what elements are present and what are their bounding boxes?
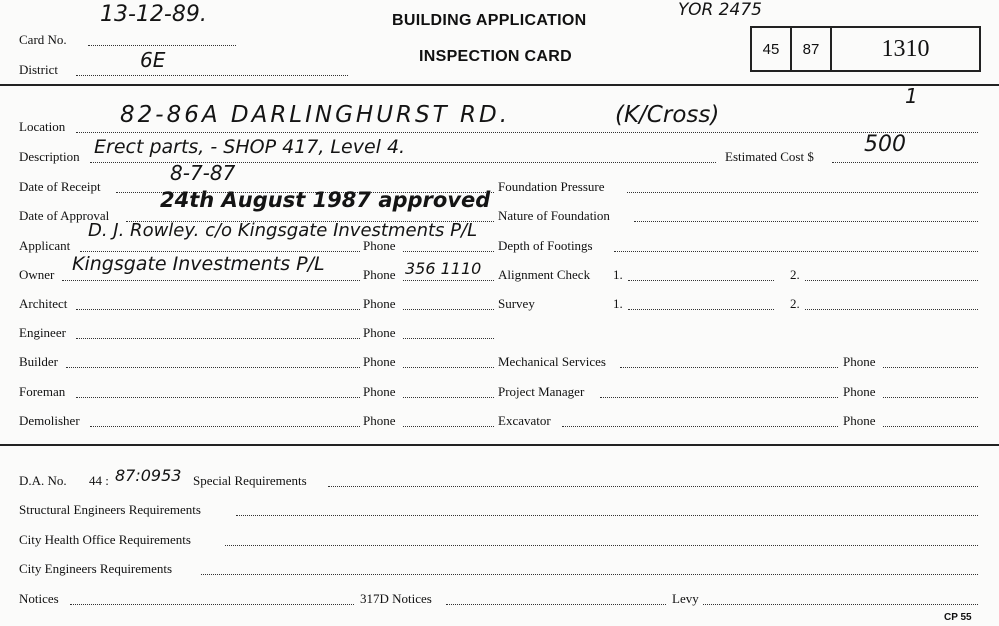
header-divider xyxy=(0,84,999,86)
estimated-cost-line xyxy=(832,162,978,163)
alignment-check-1: 1. xyxy=(613,267,623,282)
applicant-phone-label: Phone xyxy=(363,238,396,253)
special-requirements-line xyxy=(328,486,978,487)
owner-phone-value: 356 1110 xyxy=(405,259,482,278)
estimated-cost-label: Estimated Cost $ xyxy=(725,149,814,164)
notices-line xyxy=(70,604,354,605)
notices-label: Notices xyxy=(19,591,59,606)
description-value: Erect parts, - SHOP 417, Level 4. xyxy=(94,136,406,158)
da-no-prefix: 44 : xyxy=(89,473,109,488)
top-right-note: YOR 2475 xyxy=(678,0,762,20)
alignment-check-label: Alignment Check xyxy=(498,267,591,282)
margin-mark: 1 xyxy=(905,84,918,108)
levy-line xyxy=(703,604,978,605)
project-manager-phone-line xyxy=(883,397,978,398)
builder-line xyxy=(66,367,360,368)
mechanical-services-phone-label: Phone xyxy=(843,354,876,369)
mechanical-services-phone-line xyxy=(883,367,978,368)
notices-317d-label: 317D Notices xyxy=(360,591,432,606)
demolisher-phone-label: Phone xyxy=(363,413,396,428)
excavator-phone-line xyxy=(883,426,978,427)
card-no-label: Card No. xyxy=(19,32,67,47)
form-code: CP 55 xyxy=(944,612,972,623)
foundation-pressure-line xyxy=(627,192,978,193)
owner-phone-line xyxy=(403,280,494,281)
architect-line xyxy=(76,309,360,310)
district-label: District xyxy=(19,62,58,77)
foreman-line xyxy=(76,397,360,398)
project-manager-line xyxy=(600,397,838,398)
foreman-phone-label: Phone xyxy=(363,384,396,399)
health-requirements-line xyxy=(225,545,978,546)
demolisher-line xyxy=(90,426,360,427)
date-of-receipt-label: Date of Receipt xyxy=(19,179,101,194)
requirements-divider xyxy=(0,444,999,446)
architect-label: Architect xyxy=(19,296,68,311)
survey-1-line xyxy=(628,309,774,310)
location-value: 82-86A DARLINGHURST RD. xyxy=(120,102,511,128)
excavator-phone-label: Phone xyxy=(843,413,876,428)
demolisher-label: Demolisher xyxy=(19,413,80,428)
form-title-line1: BUILDING APPLICATION xyxy=(392,12,587,29)
builder-label: Builder xyxy=(19,354,58,369)
engineer-phone-line xyxy=(403,338,494,339)
owner-phone-label: Phone xyxy=(363,267,396,282)
form-title-line2: INSPECTION CARD xyxy=(419,48,572,65)
da-no-label: D.A. No. xyxy=(19,473,67,488)
engineer-phone-label: Phone xyxy=(363,325,396,340)
location-extra: (K/Cross) xyxy=(615,102,720,128)
mechanical-services-line xyxy=(620,367,838,368)
card-number-box xyxy=(750,26,981,72)
box-cell-2: 87 xyxy=(792,28,832,70)
description-label: Description xyxy=(19,149,80,164)
excavator-line xyxy=(562,426,838,427)
builder-phone-label: Phone xyxy=(363,354,396,369)
estimated-cost-value: 500 xyxy=(864,132,906,157)
applicant-line xyxy=(80,251,360,252)
location-line xyxy=(76,132,978,133)
foreman-phone-line xyxy=(403,397,494,398)
project-manager-phone-label: Phone xyxy=(843,384,876,399)
applicant-value: D. J. Rowley. c/o Kingsgate Investments P/L xyxy=(88,220,478,241)
structural-requirements-label: Structural Engineers Requirements xyxy=(19,502,201,517)
depth-of-footings-line xyxy=(614,251,978,252)
project-manager-label: Project Manager xyxy=(498,384,585,399)
builder-phone-line xyxy=(403,367,494,368)
card-number-handwritten: 13-12-89. xyxy=(100,2,207,27)
alignment-check-1-line xyxy=(628,280,774,281)
survey-1: 1. xyxy=(613,296,623,311)
levy-label: Levy xyxy=(672,591,699,606)
survey-2: 2. xyxy=(790,296,800,311)
city-engineers-label: City Engineers Requirements xyxy=(19,561,173,576)
foreman-label: Foreman xyxy=(19,384,66,399)
health-requirements-label: City Health Office Requirements xyxy=(19,532,191,547)
demolisher-phone-line xyxy=(403,426,494,427)
box-cell-1: 45 xyxy=(752,28,792,70)
nature-of-foundation-label: Nature of Foundation xyxy=(498,208,610,223)
card-no-line xyxy=(88,45,236,46)
survey-2-line xyxy=(805,309,978,310)
nature-of-foundation-line xyxy=(634,221,978,222)
engineer-line xyxy=(76,338,360,339)
date-of-approval-label: Date of Approval xyxy=(19,208,110,223)
excavator-label: Excavator xyxy=(498,413,551,428)
owner-line xyxy=(62,280,360,281)
district-value: 6E xyxy=(140,48,166,72)
engineer-label: Engineer xyxy=(19,325,66,340)
alignment-check-2: 2. xyxy=(790,267,800,282)
architect-phone-line xyxy=(403,309,494,310)
alignment-check-2-line xyxy=(805,280,978,281)
depth-of-footings-label: Depth of Footings xyxy=(498,238,593,253)
survey-label: Survey xyxy=(498,296,535,311)
owner-value: Kingsgate Investments P/L xyxy=(72,253,325,275)
date-of-approval-value: 24th August 1987 approved xyxy=(160,188,491,212)
owner-label: Owner xyxy=(19,267,55,282)
location-label: Location xyxy=(19,119,66,134)
date-of-receipt-value: 8-7-87 xyxy=(170,161,236,185)
box-card-number: 1310 xyxy=(881,35,930,62)
applicant-phone-line xyxy=(403,251,494,252)
foundation-pressure-label: Foundation Pressure xyxy=(498,179,605,194)
mechanical-services-label: Mechanical Services xyxy=(498,354,606,369)
notices-317d-line xyxy=(446,604,666,605)
district-line xyxy=(76,75,348,76)
structural-requirements-line xyxy=(236,515,978,516)
applicant-label: Applicant xyxy=(19,238,71,253)
special-requirements-label: Special Requirements xyxy=(193,473,307,488)
architect-phone-label: Phone xyxy=(363,296,396,311)
da-no-value: 87:0953 xyxy=(115,466,182,485)
city-engineers-line xyxy=(201,574,978,575)
